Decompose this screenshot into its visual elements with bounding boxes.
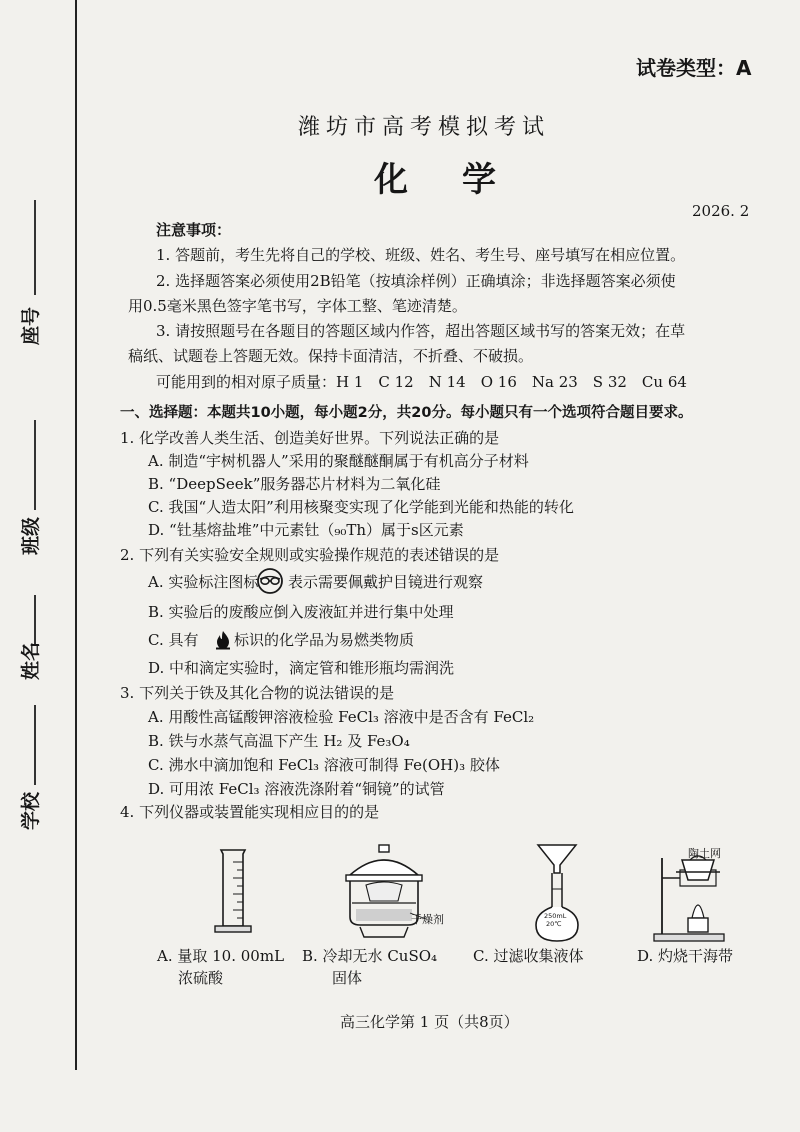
flask-volume-label: 250mL (544, 912, 567, 920)
paper-type: 试卷类型：A (636, 56, 752, 80)
school-label: 学校 (20, 791, 42, 830)
question-option: D. “钍基熔盐堆”中元素钍（₉₀Th）属于s区元素 (148, 521, 464, 539)
school-field (6, 690, 66, 950)
exam-date: 2026. 2 (692, 202, 750, 220)
name-label: 姓名 (20, 641, 42, 680)
question-stem: 4. 下列仪器或装置能实现相应目的的是 (120, 803, 380, 821)
section-heading: 一、选择题：本题共10小题，每小题2分，共20分。每小题只有一个选项符合题目要求。 (120, 405, 693, 421)
question-option: A. 制造“宇树机器人”采用的聚醚醚酮属于有机高分子材料 (148, 452, 529, 470)
question-option: D. 中和滴定实验时，滴定管和锥形瓶均需润洗 (148, 659, 455, 677)
subject-title: 化学 (374, 160, 550, 200)
question-option: C. 具有 (148, 631, 199, 649)
class-blank-line (34, 420, 36, 510)
binding-line (75, 0, 77, 1070)
question-option: A. 量取 10. 00mL (157, 947, 285, 965)
notice-item: 稿纸、试题卷上答题无效。保持卡面清洁，不折叠、不破损。 (128, 347, 534, 365)
crucible-stand-figure (652, 848, 732, 944)
question-stem: 2. 下列有关实验安全规则或实验操作规范的表述错误的是 (120, 546, 500, 564)
exam-name: 潍坊市高考模拟考试 (298, 115, 551, 140)
question-option: A. 实验标注图标 (148, 573, 259, 591)
question-option: B. “DeepSeek”服务器芯片材料为二氧化硅 (148, 475, 441, 493)
gauze-label: 陶土网 (688, 847, 721, 860)
question-option: B. 冷却无水 CuSO₄ (302, 947, 438, 965)
question-option: D. 可用浓 FeCl₃ 溶液洗涤附着“铜镜”的试管 (148, 780, 445, 798)
flask-temp-label: 20℃ (546, 920, 562, 928)
atomic-masses: 可能用到的相对原子质量：H 1 C 12 N 14 O 16 Na 23 S 32 Cu 64 (156, 373, 687, 391)
school-blank-line (34, 705, 36, 785)
desiccant-label: 干燥剂 (411, 913, 444, 926)
question-option: 浓硫酸 (178, 969, 224, 987)
question-option: C. 我国“人造太阳”利用核聚变实现了化学能到光能和热能的转化 (148, 498, 574, 516)
page-footer: 高三化学第 1 页（共8页） (340, 1013, 519, 1031)
question-option: D. 灼烧干海带 (637, 947, 734, 965)
question-option: C. 沸水中滴加饱和 FeCl₃ 溶液可制得 Fe(OH)₃ 胶体 (148, 756, 500, 774)
volumetric-flask-funnel-figure (532, 837, 582, 945)
graduated-cylinder-figure (205, 848, 265, 940)
notice-item: 3. 请按照题号在各题目的答题区域内作答，超出答题区域书写的答案无效；在草 (156, 322, 686, 340)
question-option: B. 实验后的废酸应倒入废液缸并进行集中处理 (148, 603, 454, 621)
notice-item: 用0.5毫米黑色签字笔书写，字体工整、笔迹清楚。 (128, 297, 467, 315)
question-option: B. 铁与水蒸气高温下产生 H₂ 及 Fe₃O₄ (148, 732, 410, 750)
question-option: 标识的化学品为易燃类物质 (234, 631, 415, 649)
seat-blank-line (34, 200, 36, 295)
question-option: A. 用酸性高锰酸钾溶液检验 FeCl₃ 溶液中是否含有 FeCl₂ (148, 708, 535, 726)
goggles-icon (255, 568, 285, 594)
notice-item: 2. 选择题答案必须使用2B铅笔（按填涂样例）正确填涂；非选择题答案必须使 (156, 272, 676, 290)
question-stem: 3. 下列关于铁及其化合物的说法错误的是 (120, 684, 395, 702)
question-option: C. 过滤收集液体 (473, 947, 584, 965)
notice-title: 注意事项： (156, 221, 232, 239)
flame-hazard-icon (213, 630, 233, 650)
name-blank-line (34, 595, 36, 645)
question-option: 表示需要佩戴护目镜进行观察 (288, 573, 484, 591)
seat-label: 座号 (20, 306, 42, 345)
desiccator-figure (340, 843, 428, 943)
notice-item: 1. 答题前，考生先将自己的学校、班级、姓名、考生号、座号填写在相应位置。 (156, 246, 686, 264)
question-option: 固体 (332, 969, 363, 987)
class-label: 班级 (20, 516, 42, 555)
question-stem: 1. 化学改善人类生活、创造美好世界。下列说法正确的是 (120, 429, 500, 447)
